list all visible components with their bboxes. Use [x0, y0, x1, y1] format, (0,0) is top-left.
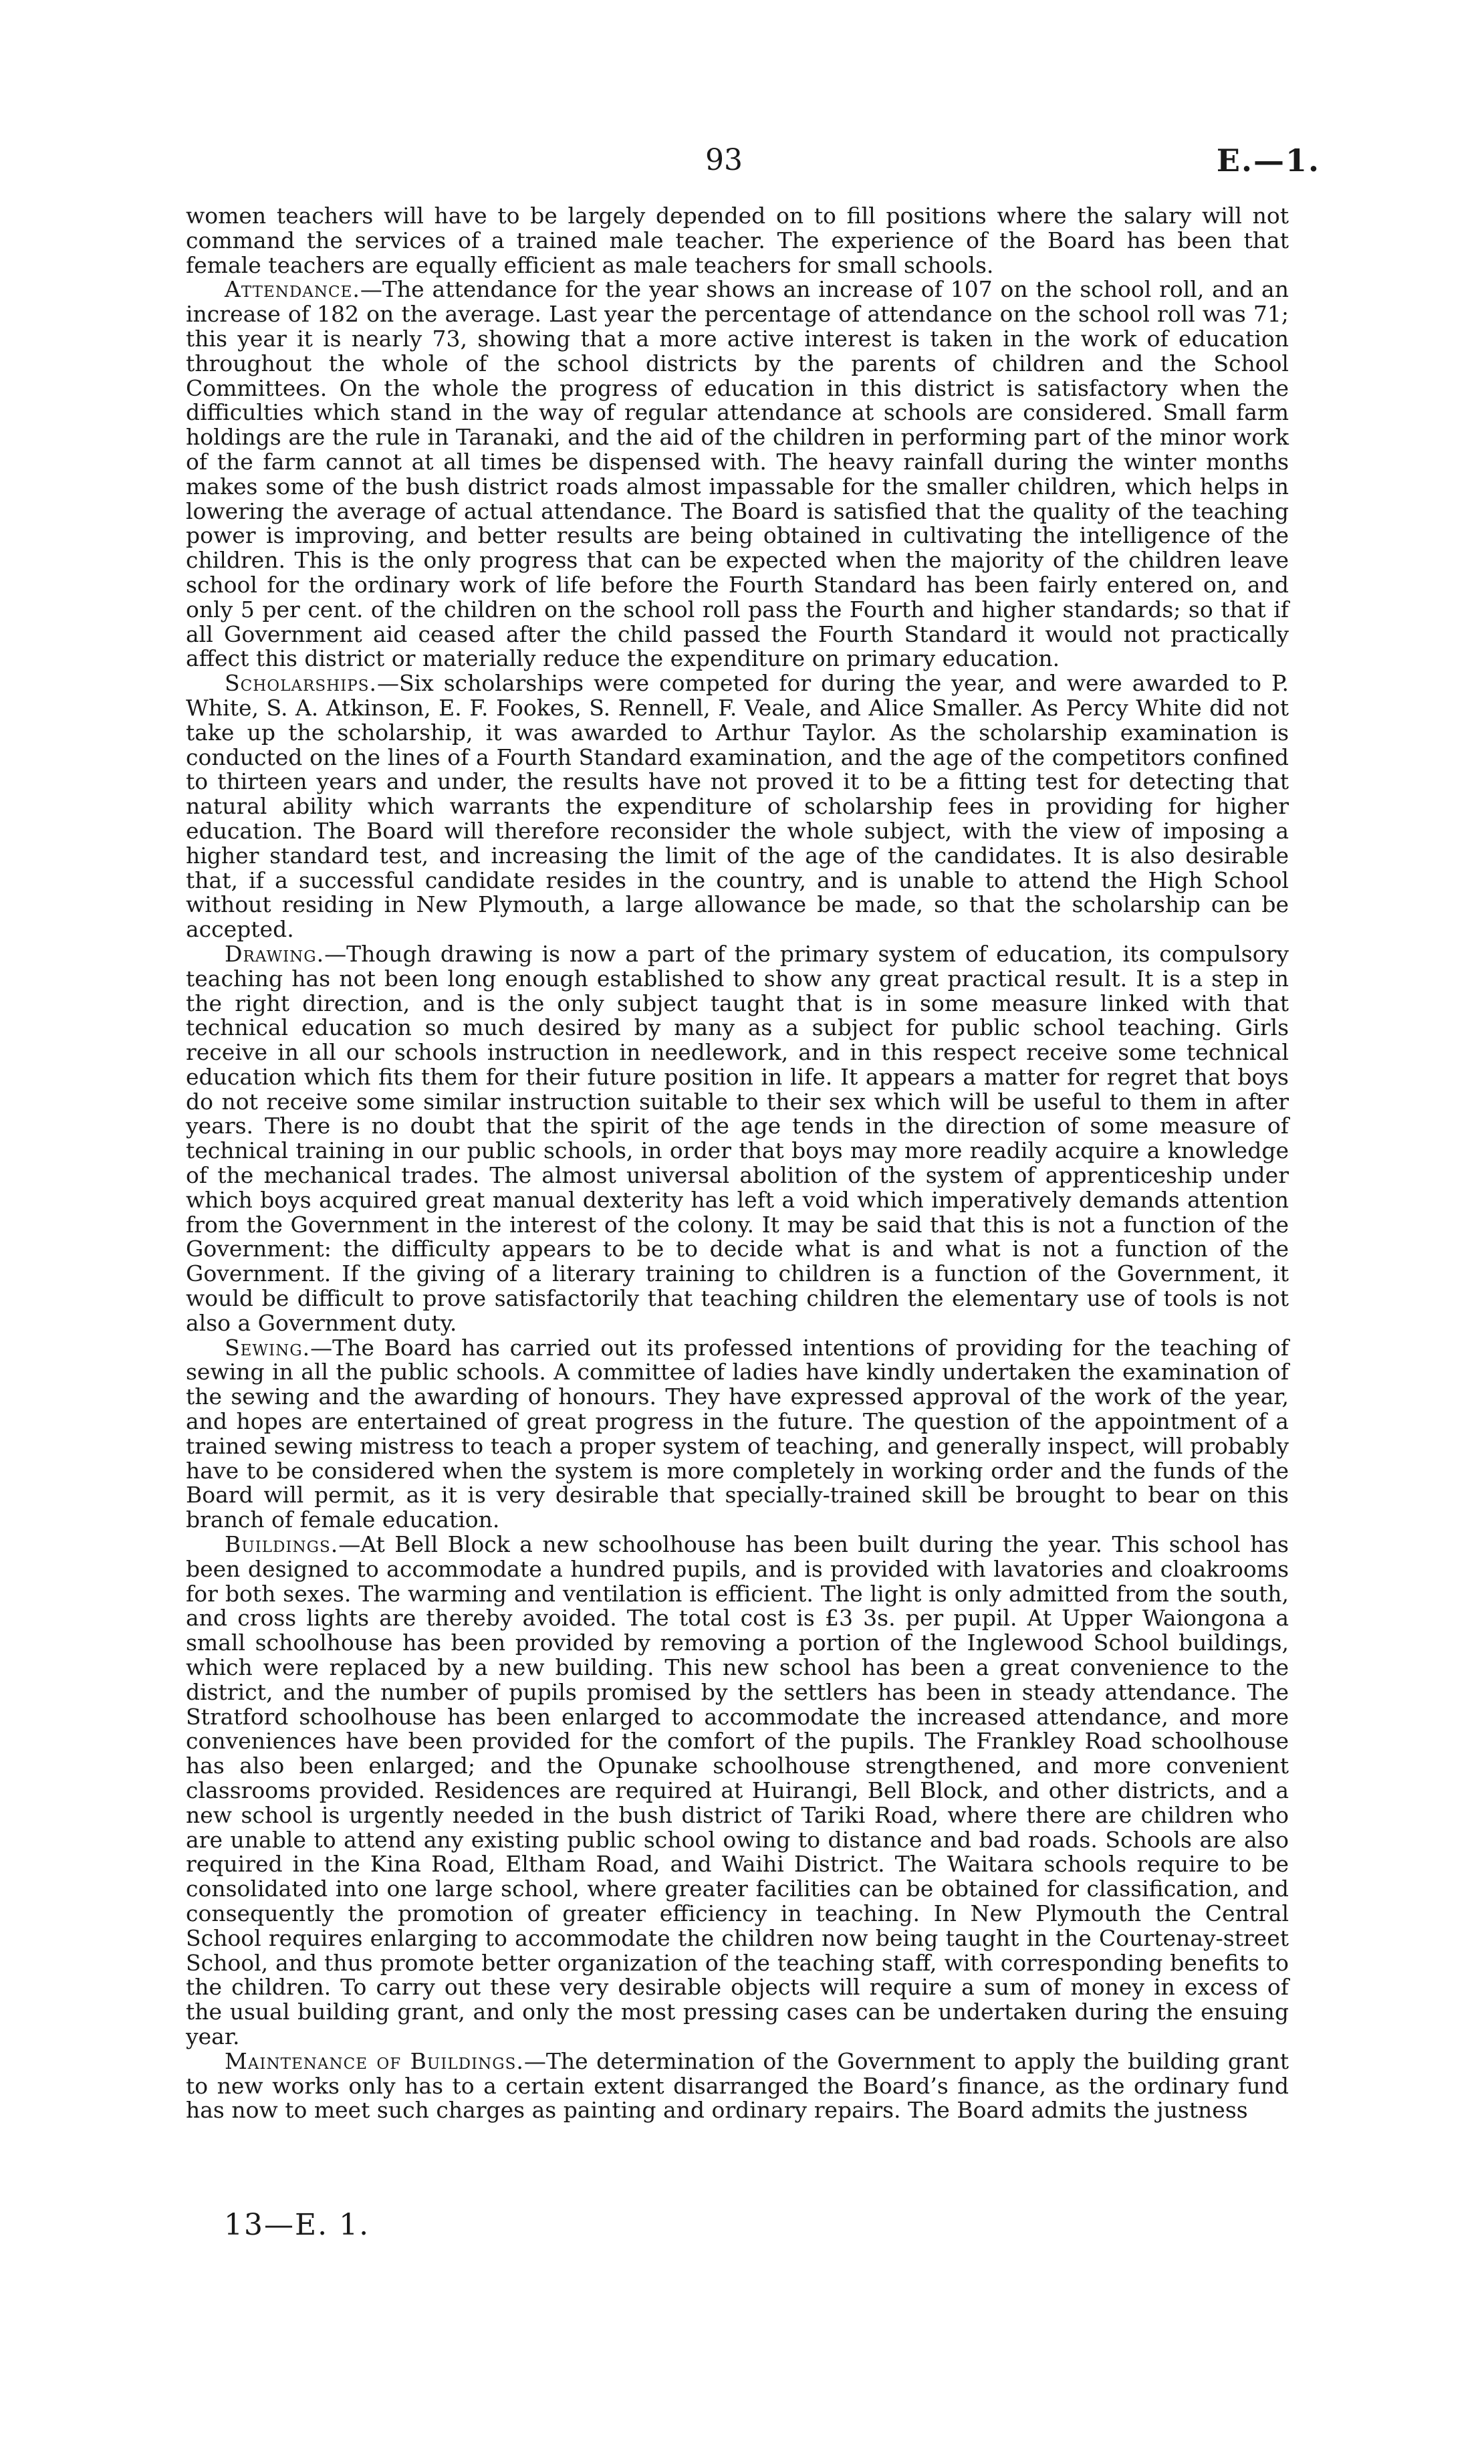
section-text: —Six scholarships were competed for during the year, and were awarded to P. White, S. A. Atkinson, E. F. Fookes, S. Rennell, F. Veale, and Alice Smaller. As Percy White did not take up the scholarship, it was awarded to Arthur Taylor. As the scholarship examination is conducted on the lines of a Fourth Standard examination, and the age of the competitors confined to thirteen years and under, the results have not proved it to be a fitting test for detecting that natural ability which warrants the expenditure of scholarship fees in providing for higher education. The Board will therefore reconsider the whole subject, with the view of imposing a higher standard test, and increasing the limit of the age of the candidates. It is also desirable that, if a successful candidate resides in the country, and is unable to attend the High School without residing in New Plymouth, a large allowance be made, so that the scholarship can be accepted.: [186, 670, 1289, 943]
footer-signature: 13—E. 1.: [224, 2208, 370, 2242]
opening-paragraph: women teachers will have to be largely depended on to fill positions where the salary will not command the services of a trained male teacher. The experience of the Board has been that female teachers are equally efficient as male teachers for small schools.: [186, 203, 1289, 278]
section-heading: Attendance.: [225, 276, 360, 303]
section-text: —Though drawing is now a part of the primary system of education, its compulsory teaching has not been long enough established to show any great practical result. It is a step in the right direction, and is the only subject taught that is in some measure linked with that technical education so much desired by many as a subject for public school teaching. Girls receive in all our schools instruction in needlework, and in this respect receive some technical education which fits them for their future position in life. It appears a matter for regret that boys do not receive some similar instruction suitable to their sex which will be useful to them in after years. There is no doubt that the spirit of the age tends in the direction of some measure of technical training in our public schools, in order that boys may more readily acquire a knowledge of the mechanical trades. The almost universal abolition of the system of apprenticeship under which boys acquired great manual dexterity has left a void which imperatively demands attention from the Government in the interest of the colony. It may be said that this is not a function of the Government: the difficulty appears to be to decide what is and what is not a function of the Government. If the giving of a literary training to children is a function of the Government, it would be difficult to prove satisfactorily that teaching children the elementary use of tools is not also a Government duty.: [186, 940, 1289, 1336]
section-heading: Maintenance of Buildings.: [225, 2047, 524, 2074]
section-heading: Buildings.: [225, 1531, 339, 1558]
section-scholarships: [186, 671, 1289, 942]
page-number: 93: [705, 143, 743, 177]
section-maintenance-of-buildings: [186, 2049, 1289, 2123]
section-sewing: [186, 1336, 1289, 1533]
page-header: [0, 137, 1484, 184]
body-text: [186, 204, 1289, 2123]
document-reference: E.—1.: [1216, 142, 1320, 179]
section-heading: Scholarships.: [225, 670, 377, 697]
section-drawing: [186, 942, 1289, 1336]
section-buildings: [186, 1533, 1289, 2049]
section-text: —The attendance for the year shows an increase of 107 on the school roll, and an increase of 182 on the average. Last year the percentage of attendance on the school roll was 71; this year it is nearly 73, showing that a more active interest is taken in the work of education throughout the whole of the school districts by the parents of children and the School Committees. On the whole the progress of education in this district is satisfactory when the difficulties which stand in the way of regular attendance at schools are considered. Small farm holdings are the rule in Taranaki, and the aid of the children in performing part of the minor work of the farm cannot at all times be dispensed with. The heavy rainfall during the winter months makes some of the bush district roads almost impassable for the smaller children, which helps in lowering the average of actual attendance. The Board is satisfied that the quality of the teaching power is improving, and better results are being obtained in cultivating the intelligence of the children. This is the only progress that can be expected when the majority of the children leave school for the ordinary work of life before the Fourth Standard has been fairly entered on, and only 5 per cent. of the children on the school roll pass the Fourth and higher standards; so that if all Government aid ceased after the child passed the Fourth Standard it would not practically affect this district or materially reduce the expenditure on primary education.: [186, 276, 1289, 672]
section-text: —The Board has carried out its professed intentions of providing for the teaching of sewing in all the public schools. A committee of ladies have kindly undertaken the examination of the sewing and the awarding of honours. They have expressed approval of the work of the year, and hopes are entertained of great progress in the future. The question of the appointment of a trained sewing mistress to teach a proper system of teaching, and generally inspect, will probably have to be considered when the system is more completely in working order and the funds of the Board will permit, as it is very desirable that specially-trained skill be brought to bear on this branch of female education.: [186, 1334, 1289, 1533]
section-text: —At Bell Block a new schoolhouse has been built during the year. This school has been designed to accommodate a hundred pupils, and is provided with lavatories and cloakrooms for both sexes. The warming and ventilation is efficient. The light is only admitted from the south, and cross lights are thereby avoided. The total cost is £3 3s. per pupil. At Upper Waiongona a small schoolhouse has been provided by removing a portion of the Inglewood School buildings, which were replaced by a new building. This new school has been a great convenience to the district, and the number of pupils promised by the settlers has been in steady attendance. The Stratford schoolhouse has been enlarged to accommodate the increased attendance, and more conveniences have been provided for the comfort of the pupils. The Frankley Road schoolhouse has also been enlarged; and the Opunake schoolhouse strengthened, and more convenient classrooms provided. Residences are required at Huirangi, Bell Block, and other districts, and a new school is urgently needed in the bush district of Tariki Road, where there are children who are unable to attend any existing public school owing to distance and bad roads. Schools are also required in the Kina Road, Eltham Road, and Waihi District. The Waitara schools require to be consolidated into one large school, where greater facilities can be obtained for classification, and consequently the promotion of greater efficiency in teaching. In New Plymouth the Central School requires enlarging to accommodate the children now being taught in the Courtenay-street School, and thus promote better organization of the teaching staff, with corresponding benefits to the children. To carry out these very desirable objects will require a sum of money in excess of the usual building grant, and only the most pressing cases can be undertaken during the ensuing year.: [186, 1531, 1289, 2049]
section-attendance: [186, 277, 1289, 671]
section-text: —The determination of the Government to apply the building grant to new works only has to a certain extent disarranged the Board’s finance, as the ordinary fund has now to meet such charges as painting and ordinary repairs. The Board admits the justness: [186, 2047, 1289, 2124]
section-heading: Sewing.: [225, 1334, 311, 1361]
section-heading: Drawing.: [225, 940, 325, 967]
